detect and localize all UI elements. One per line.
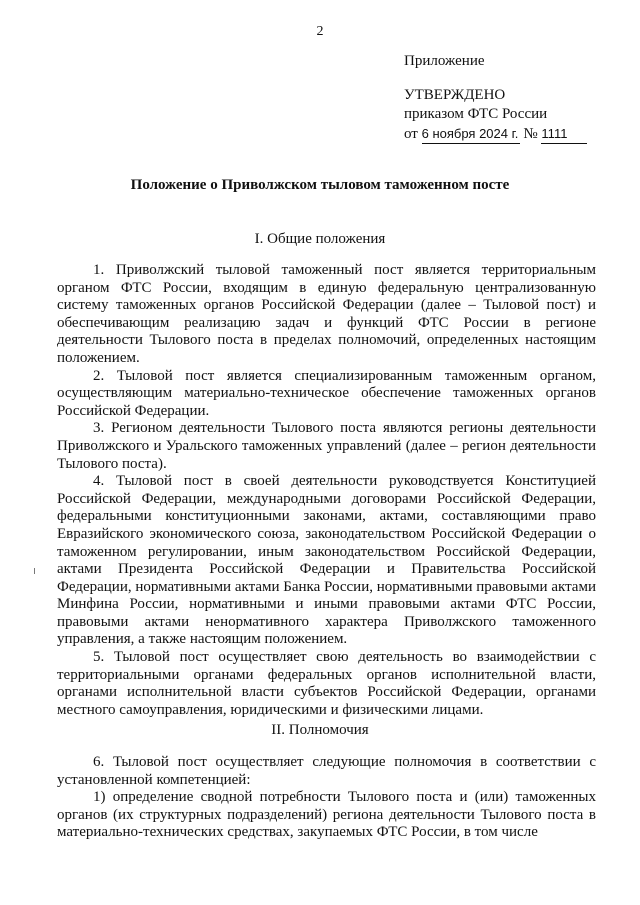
from-prefix: от: [404, 126, 418, 142]
page-number: 2: [316, 24, 324, 39]
order-number: 1111: [541, 124, 587, 144]
section-heading-powers: II. Полномочия: [271, 722, 369, 738]
paragraph: 3. Регионом деятельности Тылового поста являются регионы деятельности Приволжского и Уральского таможенных управлений (далее – регион деятельности Тылового поста).: [57, 420, 596, 472]
paragraph: 1) определение сводной потребности Тылового поста и (или) таможенных органов (их структурных подразделений) региона деятельности Тылового поста в материально-технических средствах, закупаемых ФТС России, в том числе: [57, 789, 596, 841]
approved-label: УТВЕРЖДЕНО: [404, 87, 506, 103]
margin-mark: [34, 568, 35, 574]
section-powers-body: [57, 754, 596, 842]
paragraph: 4. Тыловой пост в своей деятельности руководствуется Конституцией Российской Федерации, международными договорами Российской Федерации, федеральными конституционными законами, актами, составляющими право Евразийского экономического союза, законодательством Российской Федерации о таможенном регулировании, иным законодательством Российской Федерации, актами Президента Российской Федерации и Правительства Российской Федерации, нормативными актами Банка России, нормативными правовыми актами Минфина России, нормативными и иными правовыми актами ФТС России, правовыми актами ненормативного характера Приволжского таможенного управления, а также настоящим положением.: [57, 473, 596, 648]
order-date: 6 ноября 2024 г.: [422, 124, 520, 144]
appendix-label: Приложение: [404, 53, 485, 69]
paragraph: 5. Тыловой пост осуществляет свою деятельность во взаимодействии с территориальными органами федеральных органов исполнительной власти, органами исполнительной власти субъектов Российской Федерации, органами местного самоуправления, юридическими и физическими лицами.: [57, 649, 596, 718]
section-heading-general: I. Общие положения: [254, 231, 386, 247]
order-date-line: [404, 124, 587, 144]
section-general-body: [57, 262, 596, 719]
approval-block: [404, 86, 587, 144]
order-text: приказом ФТС России: [404, 106, 548, 122]
paragraph: 1. Приволжский тыловой таможенный пост является территориальным органом ФТС России, входящим в единую федеральную централизованную систему таможенных органов Российской Федерации (далее – Тыловой пост) и обеспечивающим реализацию задач и функций ФТС России в регионе деятельности Тылового поста в пределах полномочий, определенных настоящим положением.: [57, 262, 596, 366]
number-sign: №: [523, 126, 538, 142]
document-title: Положение о Приволжском тыловом таможенном посте: [130, 177, 510, 193]
paragraph: 2. Тыловой пост является специализированным таможенным органом, осуществляющим материально-техническое обеспечение таможенных органов Российской Федерации.: [57, 367, 596, 419]
paragraph: 6. Тыловой пост осуществляет следующие полномочия в соответствии с установленной компетенцией:: [57, 754, 596, 788]
